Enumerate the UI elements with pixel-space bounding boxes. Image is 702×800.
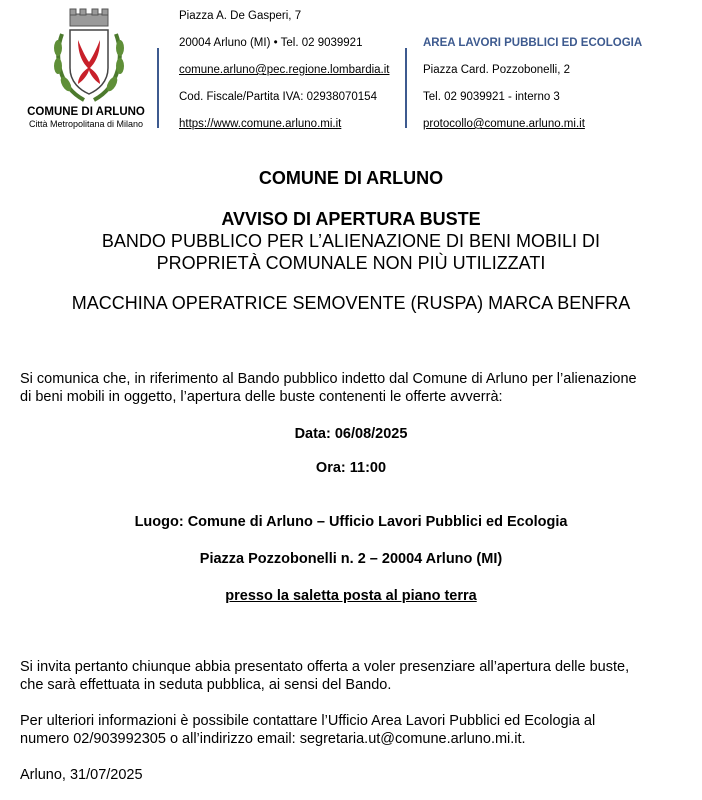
opening-place: Luogo: Comune di Arluno – Ufficio Lavori Pubblici ed Ecologia: [134, 514, 568, 530]
info-line-2: numero 02/903992305 o all’indirizzo email: segretaria.ut@comune.arluno.mi.it.: [20, 731, 526, 747]
opening-date: Data: 06/08/2025: [294, 426, 408, 442]
invite-line-2: che sarà effettuata in seduta pubblica, ai sensi del Bando.: [20, 677, 392, 693]
logo-subtitle: Città Metropolitana di Milano: [28, 119, 144, 129]
header-tax-id: Cod. Fiscale/Partita IVA: 02938070154: [179, 91, 377, 103]
logo-name: COMUNE DI ARLUNO: [27, 106, 145, 118]
department-tel: Tel. 02 9039921 - interno 3: [423, 91, 560, 103]
header-website-link[interactable]: https://www.comune.arluno.mi.it: [179, 118, 342, 130]
header-address: Piazza A. De Gasperi, 7: [179, 10, 302, 22]
header-pec-link[interactable]: comune.arluno@pec.regione.lombardia.it: [179, 64, 390, 76]
signature-date: Arluno, 31/07/2025: [20, 767, 143, 783]
intro-paragraph: [20, 370, 690, 406]
notice-title: AVVISO DI APERTURA BUSTE: [221, 209, 481, 229]
info-paragraph: [20, 712, 690, 748]
intro-line-1: Si comunica che, in riferimento al Bando pubblico indetto dal Comune di Arluno per l’alienazione: [20, 371, 637, 387]
notice-subtitle-line1: BANDO PUBBLICO PER L’ALIENAZIONE DI BENI MOBILI DI: [101, 231, 601, 251]
department-name: AREA LAVORI PUBBLICI ED ECOLOGIA: [423, 37, 643, 49]
opening-time: Ora: 11:00: [315, 460, 387, 476]
opening-place-address: Piazza Pozzobonelli n. 2 – 20004 Arluno (MI): [199, 551, 503, 567]
notice-item: MACCHINA OPERATRICE SEMOVENTE (RUSPA) MARCA BENFRA: [71, 293, 631, 313]
header-divider-right: [405, 48, 407, 128]
intro-line-2: di beni mobili in oggetto, l’apertura delle buste contenenti le offerte avverrà:: [20, 389, 503, 405]
opening-place-room: presso la saletta posta al piano terra: [225, 588, 477, 604]
department-address: Piazza Card. Pozzobonelli, 2: [423, 64, 571, 76]
invite-line-1: Si invita pertanto chiunque abbia presentato offerta a voler presenziare all’apertura delle buste,: [20, 659, 630, 675]
header-divider-left: [157, 48, 159, 128]
municipal-coat-of-arms: [48, 6, 130, 106]
notice-subtitle-line2: PROPRIETÀ COMUNALE NON PIÙ UTILIZZATI: [156, 253, 546, 273]
header-city-tel: 20004 Arluno (MI) • Tel. 02 9039921: [179, 37, 363, 49]
info-line-1: Per ulteriori informazioni è possibile contattare l’Ufficio Area Lavori Pubblici ed Ecologia al: [20, 713, 596, 729]
issuer-heading: COMUNE DI ARLUNO: [258, 168, 444, 188]
invite-paragraph: [20, 658, 690, 694]
department-email-link[interactable]: protocollo@comune.arluno.mi.it: [423, 118, 585, 130]
